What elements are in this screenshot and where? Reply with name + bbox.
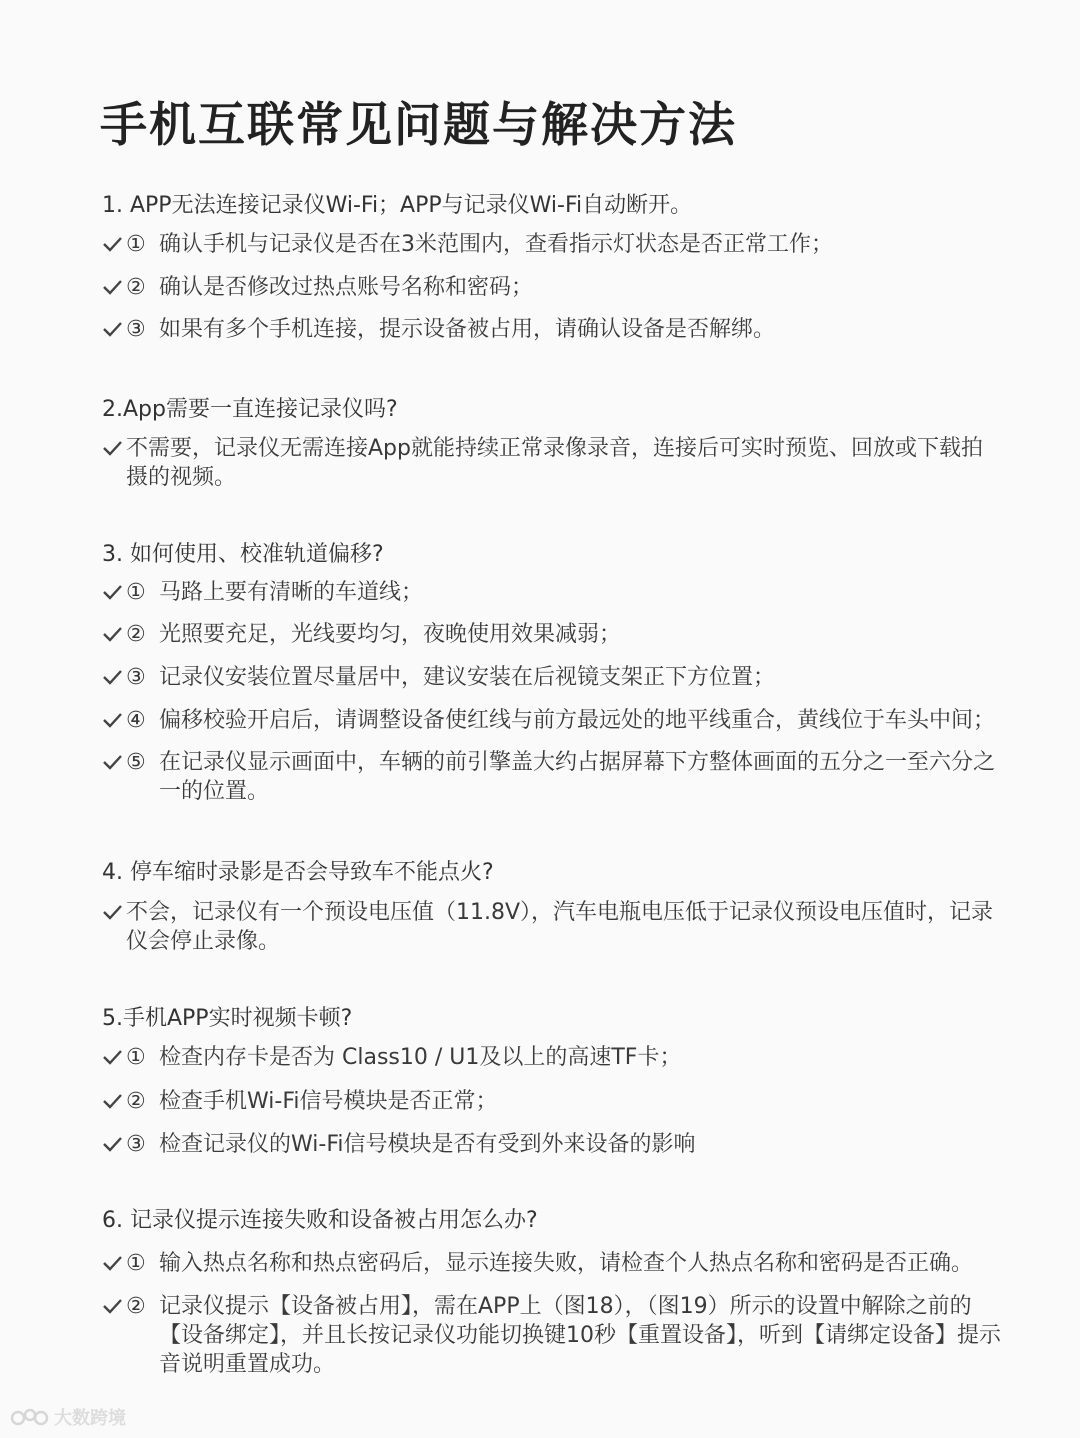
item-text: 检查记录仪的Wi-Fi信号模块是否有受到外来设备的影响	[159, 1132, 696, 1157]
check-icon	[102, 620, 124, 649]
item-number: ①	[126, 580, 146, 605]
check-icon	[102, 706, 124, 735]
item-text: 马路上要有清晰的车道线；	[159, 580, 424, 605]
item-text: 确认是否修改过热点账号名称和密码；	[159, 275, 534, 300]
question-5: 5.手机APP实时视频卡顿?	[102, 1006, 353, 1031]
check-icon	[102, 230, 124, 259]
check-icon	[102, 748, 124, 777]
watermark	[10, 1404, 126, 1430]
item-number: ③	[126, 665, 146, 690]
item-number: ②	[126, 1089, 146, 1114]
question-4: 4. 停车缩时录影是否会导致车不能点火?	[102, 860, 494, 885]
check-icon	[102, 1130, 124, 1159]
check-icon	[102, 663, 124, 692]
check-icon	[102, 898, 124, 927]
item-number: ③	[126, 317, 146, 342]
question-1: 1. APP无法连接记录仪Wi-Fi；APP与记录仪Wi-Fi自动断开。	[102, 193, 693, 218]
check-icon	[102, 1087, 124, 1116]
item-text: 检查手机Wi-Fi信号模块是否正常；	[159, 1089, 498, 1114]
item-text: 光照要充足，光线要均匀，夜晚使用效果减弱；	[159, 622, 622, 647]
item-number: ①	[126, 1251, 146, 1276]
item-number: ⑤	[126, 750, 146, 775]
item-number: ②	[126, 622, 146, 647]
watermark-logo-icon	[10, 1406, 50, 1428]
check-icon	[102, 434, 124, 463]
item-text: 检查内存卡是否为 Class10 / U1及以上的高速TF卡；	[159, 1045, 682, 1070]
watermark-text: 大数跨境	[54, 1408, 126, 1429]
check-icon	[102, 315, 124, 344]
item-text: 记录仪提示【设备被占用】，需在APP上（图18），（图19）所示的设置中解除之前的【设备绑定】，并且长按记录仪功能切换键10秒【重置设备】，听到【请绑定设备】提示音说明重置成功。	[159, 1294, 1001, 1377]
question-6: 6. 记录仪提示连接失败和设备被占用怎么办?	[102, 1208, 538, 1233]
item-text: 如果有多个手机连接，提示设备被占用，请确认设备是否解绑。	[159, 317, 776, 342]
check-icon	[102, 1292, 124, 1321]
item-number: ①	[126, 232, 146, 257]
item-text: 不会，记录仪有一个预设电压值（11.8V），汽车电瓶电压低于记录仪预设电压值时，记录仪会停止录像。	[126, 900, 994, 954]
item-number: ②	[126, 275, 146, 300]
item-number: ①	[126, 1045, 146, 1070]
item-text: 不需要，记录仪无需连接App就能持续正常录像录音，连接后可实时预览、回放或下载拍摄的视频。	[126, 436, 983, 490]
item-number: ③	[126, 1132, 146, 1157]
page-title: 手机互联常见问题与解决方法	[100, 98, 737, 153]
check-icon	[102, 1043, 124, 1072]
check-icon	[102, 578, 124, 607]
check-icon	[102, 273, 124, 302]
item-number: ④	[126, 708, 146, 733]
item-text: 记录仪安装位置尽量居中，建议安装在后视镜支架正下方位置；	[159, 665, 776, 690]
question-2: 2.App需要一直连接记录仪吗?	[102, 397, 398, 422]
question-3: 3. 如何使用、校准轨道偏移?	[102, 542, 384, 567]
item-text: 在记录仪显示画面中，车辆的前引擎盖大约占据屏幕下方整体画面的五分之一至六分之一的位置。	[159, 750, 996, 804]
item-text: 偏移校验开启后，请调整设备使红线与前方最远处的地平线重合，黄线位于车头中间；	[159, 708, 996, 733]
check-icon	[102, 1249, 124, 1278]
item-number: ②	[126, 1294, 146, 1319]
item-text: 输入热点名称和热点密码后，显示连接失败，请检查个人热点名称和密码是否正确。	[159, 1251, 974, 1276]
item-text: 确认手机与记录仪是否在3米范围内，查看指示灯状态是否正常工作；	[159, 232, 833, 257]
